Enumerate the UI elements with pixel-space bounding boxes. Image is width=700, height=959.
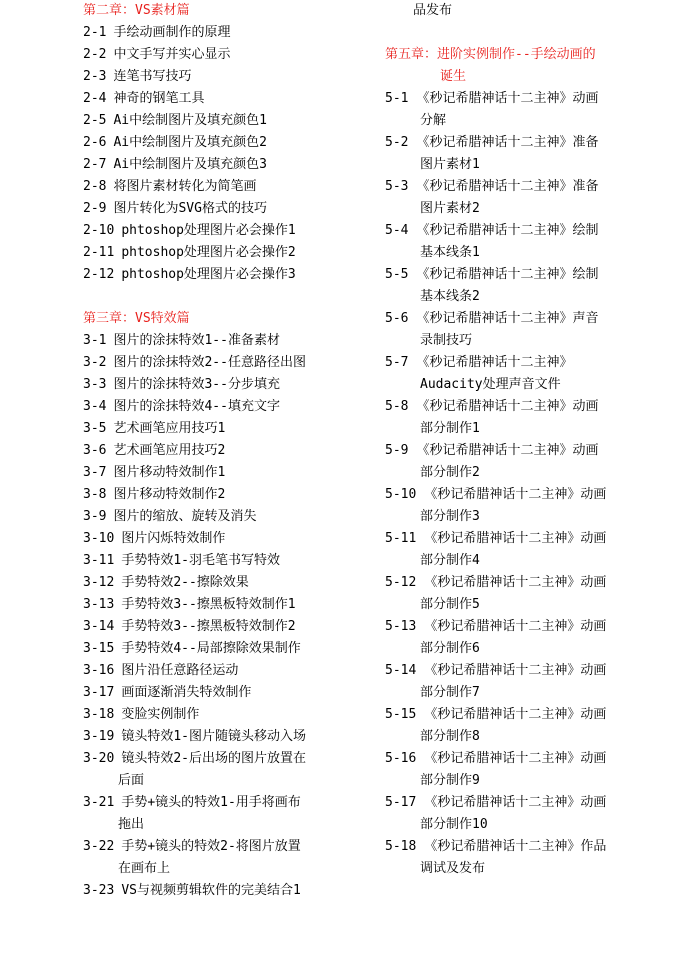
- toc-entry: [83, 198, 363, 220]
- toc-entry: [385, 484, 675, 506]
- toc-entry: [83, 66, 363, 88]
- toc-entry-number: 2-8: [83, 179, 107, 194]
- toc-entry-title: 图片的涂抹特效4--填充文字: [113, 399, 280, 414]
- toc-entry-number: 5-10: [385, 487, 417, 502]
- toc-entry: [83, 88, 363, 110]
- toc-entry-title: 《秒记希腊神话十二主神》准备: [416, 135, 599, 150]
- toc-entry: [83, 418, 363, 440]
- toc-entry: [83, 44, 363, 66]
- toc-entry-title-continuation: Audacity处理声音文件: [420, 377, 561, 392]
- toc-entry-number: 3-21: [83, 795, 115, 810]
- toc-entry: [385, 792, 675, 814]
- toc-entry-number: 2-3: [83, 69, 107, 84]
- toc-entry-title: 《秒记希腊神话十二主神》声音: [416, 311, 599, 326]
- toc-entry: [83, 616, 363, 638]
- toc-entry-title: 镜头特效2-后出场的图片放置在: [121, 751, 306, 766]
- toc-entry: [83, 22, 363, 44]
- toc-entry-title-continuation: 部分制作9: [420, 773, 480, 788]
- toc-entry-title: 艺术画笔应用技巧2: [113, 443, 226, 458]
- chapter-2-list: [83, 22, 363, 286]
- toc-entry-number: 3-8: [83, 487, 107, 502]
- toc-entry-title: 《秒记希腊神话十二主神》绘制: [416, 223, 599, 238]
- toc-entry: [83, 594, 363, 616]
- toc-entry-title: 变脸实例制作: [121, 707, 200, 722]
- toc-entry: [83, 110, 363, 132]
- toc-entry-number: 5-15: [385, 707, 417, 722]
- toc-entry-number: 3-22: [83, 839, 115, 854]
- toc-entry-number: 3-13: [83, 597, 115, 612]
- toc-entry-title: 《秒记希腊神话十二主神》准备: [416, 179, 599, 194]
- toc-entry-title: 《秒记希腊神话十二主神》: [416, 355, 573, 370]
- chapter-spacer: [385, 22, 675, 44]
- toc-entry-title-continuation: 部分制作3: [420, 509, 480, 524]
- toc-entry-number: 5-16: [385, 751, 417, 766]
- toc-entry-number: 2-1: [83, 25, 107, 40]
- toc-entry-number: 5-7: [385, 355, 409, 370]
- toc-entry-title: 手势特效3--擦黑板特效制作2: [121, 619, 296, 634]
- toc-entry-title: 手势特效4--局部擦除效果制作: [121, 641, 301, 656]
- toc-entry-number: 5-17: [385, 795, 417, 810]
- toc-entry-title: 手绘动画制作的原理: [113, 25, 231, 40]
- toc-entry-title-continuation: 部分制作2: [420, 465, 480, 480]
- toc-entry-title: 连笔书写技巧: [113, 69, 192, 84]
- chapter-5-heading: 第五章：进阶实例制作--手绘动画的: [385, 47, 596, 62]
- toc-entry-number: 3-1: [83, 333, 107, 348]
- toc-entry: [385, 440, 675, 462]
- toc-entry: [83, 792, 363, 814]
- toc-entry: [385, 396, 675, 418]
- toc-entry-number: 5-12: [385, 575, 417, 590]
- toc-entry-number: 3-12: [83, 575, 115, 590]
- toc-entry-number: 3-5: [83, 421, 107, 436]
- toc-entry-number: 2-6: [83, 135, 107, 150]
- toc-entry-number: 5-3: [385, 179, 409, 194]
- toc-entry-title: VS与视频剪辑软件的完美结合1: [121, 883, 301, 898]
- toc-entry-title: 《秒记希腊神话十二主神》动画: [424, 751, 607, 766]
- toc-entry-title: 图片闪烁特效制作: [121, 531, 226, 546]
- toc-entry-title: Ai中绘制图片及填充颜色3: [113, 157, 267, 172]
- toc-entry-title-continuation: 后面: [118, 773, 145, 788]
- toc-entry-number: 3-2: [83, 355, 107, 370]
- toc-entry-number: 3-19: [83, 729, 115, 744]
- toc-entry-title: 《秒记希腊神话十二主神》绘制: [416, 267, 599, 282]
- toc-entry-number: 2-7: [83, 157, 107, 172]
- toc-entry-title: 手势特效3--擦黑板特效制作1: [121, 597, 296, 612]
- chapter-5-heading-continuation: 诞生: [440, 69, 467, 84]
- chapter-4-carryover-text: 品发布: [413, 3, 453, 18]
- toc-entry-title: 手势特效1-羽毛笔书写特效: [121, 553, 280, 568]
- toc-entry-title-continuation: 部分制作6: [420, 641, 480, 656]
- toc-entry: [83, 396, 363, 418]
- toc-entry-title: 图片移动特效制作2: [113, 487, 226, 502]
- toc-entry-title-continuation: 录制技巧: [420, 333, 473, 348]
- toc-entry: [83, 264, 363, 286]
- toc-entry-number: 3-3: [83, 377, 107, 392]
- toc-entry: [83, 506, 363, 528]
- toc-entry-title: 图片的涂抹特效3--分步填充: [113, 377, 280, 392]
- toc-entry-title-continuation: 部分制作1: [420, 421, 480, 436]
- toc-entry-title: 《秒记希腊神话十二主神》动画: [424, 575, 607, 590]
- toc-entry-title: 《秒记希腊神话十二主神》动画: [416, 443, 599, 458]
- toc-entry-title: 《秒记希腊神话十二主神》动画: [416, 399, 599, 414]
- chapter-3-heading: 第三章：VS特效篇: [83, 311, 190, 326]
- toc-entry-title: 图片沿任意路径运动: [121, 663, 239, 678]
- toc-entry-number: 5-11: [385, 531, 417, 546]
- toc-entry-number: 2-10: [83, 223, 115, 238]
- toc-entry-title: 图片移动特效制作1: [113, 465, 226, 480]
- toc-entry: [83, 440, 363, 462]
- toc-entry: [385, 220, 675, 242]
- toc-entry-title: 《秒记希腊神话十二主神》动画: [424, 619, 607, 634]
- toc-entry-number: 3-16: [83, 663, 115, 678]
- toc-entry: [385, 748, 675, 770]
- toc-entry-number: 5-14: [385, 663, 417, 678]
- toc-entry-title: 《秒记希腊神话十二主神》动画: [424, 707, 607, 722]
- toc-entry: [385, 352, 675, 374]
- toc-entry-title: Ai中绘制图片及填充颜色1: [113, 113, 267, 128]
- toc-entry: [83, 572, 363, 594]
- toc-entry-number: 3-10: [83, 531, 115, 546]
- toc-entry-title: phtoshop处理图片必会操作3: [121, 267, 296, 282]
- toc-entry: [385, 88, 675, 110]
- toc-entry: [83, 462, 363, 484]
- toc-entry-title-continuation: 部分制作4: [420, 553, 480, 568]
- toc-entry-number: 3-4: [83, 399, 107, 414]
- toc-entry-number: 3-9: [83, 509, 107, 524]
- toc-entry: [385, 660, 675, 682]
- toc-entry: [385, 836, 675, 858]
- toc-entry-number: 2-5: [83, 113, 107, 128]
- toc-entry-title-continuation: 分解: [420, 113, 447, 128]
- chapter-spacer: [83, 286, 363, 308]
- toc-entry-number: 3-17: [83, 685, 115, 700]
- toc-entry: [83, 704, 363, 726]
- toc-entry-title-continuation: 图片素材1: [420, 157, 480, 172]
- toc-entry-title: 艺术画笔应用技巧1: [113, 421, 226, 436]
- toc-entry-title-continuation: 部分制作5: [420, 597, 480, 612]
- toc-entry: [83, 880, 363, 902]
- toc-entry-number: 3-6: [83, 443, 107, 458]
- toc-entry-title: Ai中绘制图片及填充颜色2: [113, 135, 267, 150]
- toc-entry: [83, 330, 363, 352]
- toc-entry-title-continuation: 部分制作8: [420, 729, 480, 744]
- toc-entry-number: 5-4: [385, 223, 409, 238]
- toc-entry: [83, 550, 363, 572]
- toc-entry-title: phtoshop处理图片必会操作2: [121, 245, 296, 260]
- toc-entry: [385, 704, 675, 726]
- toc-entry-number: 3-20: [83, 751, 115, 766]
- toc-entry-number: 3-11: [83, 553, 115, 568]
- toc-entry-title-continuation: 图片素材2: [420, 201, 480, 216]
- toc-entry: [83, 352, 363, 374]
- toc-entry: [385, 616, 675, 638]
- toc-entry: [385, 528, 675, 550]
- toc-entry-title-continuation: 部分制作7: [420, 685, 480, 700]
- toc-entry-number: 3-7: [83, 465, 107, 480]
- toc-entry-title-continuation: 调试及发布: [420, 861, 486, 876]
- toc-entry-number: 2-4: [83, 91, 107, 106]
- toc-entry-number: 5-1: [385, 91, 409, 106]
- toc-entry: [83, 726, 363, 748]
- toc-entry: [385, 176, 675, 198]
- toc-entry-number: 5-2: [385, 135, 409, 150]
- toc-entry-title: phtoshop处理图片必会操作1: [121, 223, 296, 238]
- toc-entry: [83, 836, 363, 858]
- toc-entry-title: 图片的涂抹特效2--任意路径出图: [113, 355, 306, 370]
- toc-entry-number: 3-15: [83, 641, 115, 656]
- toc-entry-title-continuation: 基本线条1: [420, 245, 480, 260]
- toc-entry-title: 镜头特效1-图片随镜头移动入场: [121, 729, 306, 744]
- toc-entry-title: 手势特效2--擦除效果: [121, 575, 249, 590]
- toc-entry-title: 图片的涂抹特效1--准备素材: [113, 333, 280, 348]
- toc-left-column: [83, 0, 363, 902]
- toc-entry-number: 3-14: [83, 619, 115, 634]
- toc-entry-title: 图片的缩放、旋转及消失: [113, 509, 257, 524]
- toc-entry-title-continuation: 拖出: [118, 817, 145, 832]
- toc-entry-number: 3-18: [83, 707, 115, 722]
- toc-entry-title: 手势+镜头的特效2-将图片放置: [121, 839, 301, 854]
- toc-entry-number: 5-18: [385, 839, 417, 854]
- toc-entry: [83, 154, 363, 176]
- toc-entry: [83, 748, 363, 770]
- toc-entry-title: 中文手写并实心显示: [113, 47, 231, 62]
- toc-entry: [83, 176, 363, 198]
- toc-entry-number: 2-2: [83, 47, 107, 62]
- toc-entry-title: 手势+镜头的特效1-用手将画布: [121, 795, 301, 810]
- toc-entry: [83, 374, 363, 396]
- toc-entry-number: 3-23: [83, 883, 115, 898]
- toc-entry: [83, 484, 363, 506]
- toc-entry: [385, 572, 675, 594]
- toc-right-column: [385, 0, 675, 880]
- toc-entry-title-continuation: 部分制作10: [420, 817, 488, 832]
- toc-entry-number: 5-6: [385, 311, 409, 326]
- toc-entry-number: 2-11: [83, 245, 115, 260]
- toc-entry-number: 5-13: [385, 619, 417, 634]
- toc-entry: [385, 264, 675, 286]
- toc-entry: [83, 682, 363, 704]
- toc-entry: [83, 242, 363, 264]
- toc-entry-title: 《秒记希腊神话十二主神》作品: [424, 839, 607, 854]
- chapter-2-heading: 第二章：VS素材篇: [83, 3, 190, 18]
- toc-entry: [83, 132, 363, 154]
- toc-entry: [83, 638, 363, 660]
- toc-entry-title: 《秒记希腊神话十二主神》动画: [424, 795, 607, 810]
- toc-entry-title-continuation: 基本线条2: [420, 289, 480, 304]
- toc-entry: [83, 660, 363, 682]
- toc-entry-number: 5-9: [385, 443, 409, 458]
- toc-entry-number: 5-8: [385, 399, 409, 414]
- toc-entry: [385, 132, 675, 154]
- chapter-3-list: [83, 330, 363, 902]
- toc-entry-title: 《秒记希腊神话十二主神》动画: [424, 531, 607, 546]
- toc-entry-number: 2-12: [83, 267, 115, 282]
- toc-entry-title-continuation: 在画布上: [118, 861, 171, 876]
- toc-entry-title: 《秒记希腊神话十二主神》动画: [416, 91, 599, 106]
- toc-entry-title: 神奇的钢笔工具: [113, 91, 205, 106]
- toc-entry-title: 将图片素材转化为简笔画: [113, 179, 257, 194]
- toc-entry-title: 画面逐渐消失特效制作: [121, 685, 252, 700]
- toc-entry: [83, 220, 363, 242]
- toc-entry-title: 《秒记希腊神话十二主神》动画: [424, 487, 607, 502]
- chapter-5-list: [385, 88, 675, 880]
- toc-entry: [385, 308, 675, 330]
- toc-entry-title: 《秒记希腊神话十二主神》动画: [424, 663, 607, 678]
- toc-entry: [83, 528, 363, 550]
- toc-entry-number: 2-9: [83, 201, 107, 216]
- toc-entry-title: 图片转化为SVG格式的技巧: [113, 201, 267, 216]
- toc-entry-number: 5-5: [385, 267, 409, 282]
